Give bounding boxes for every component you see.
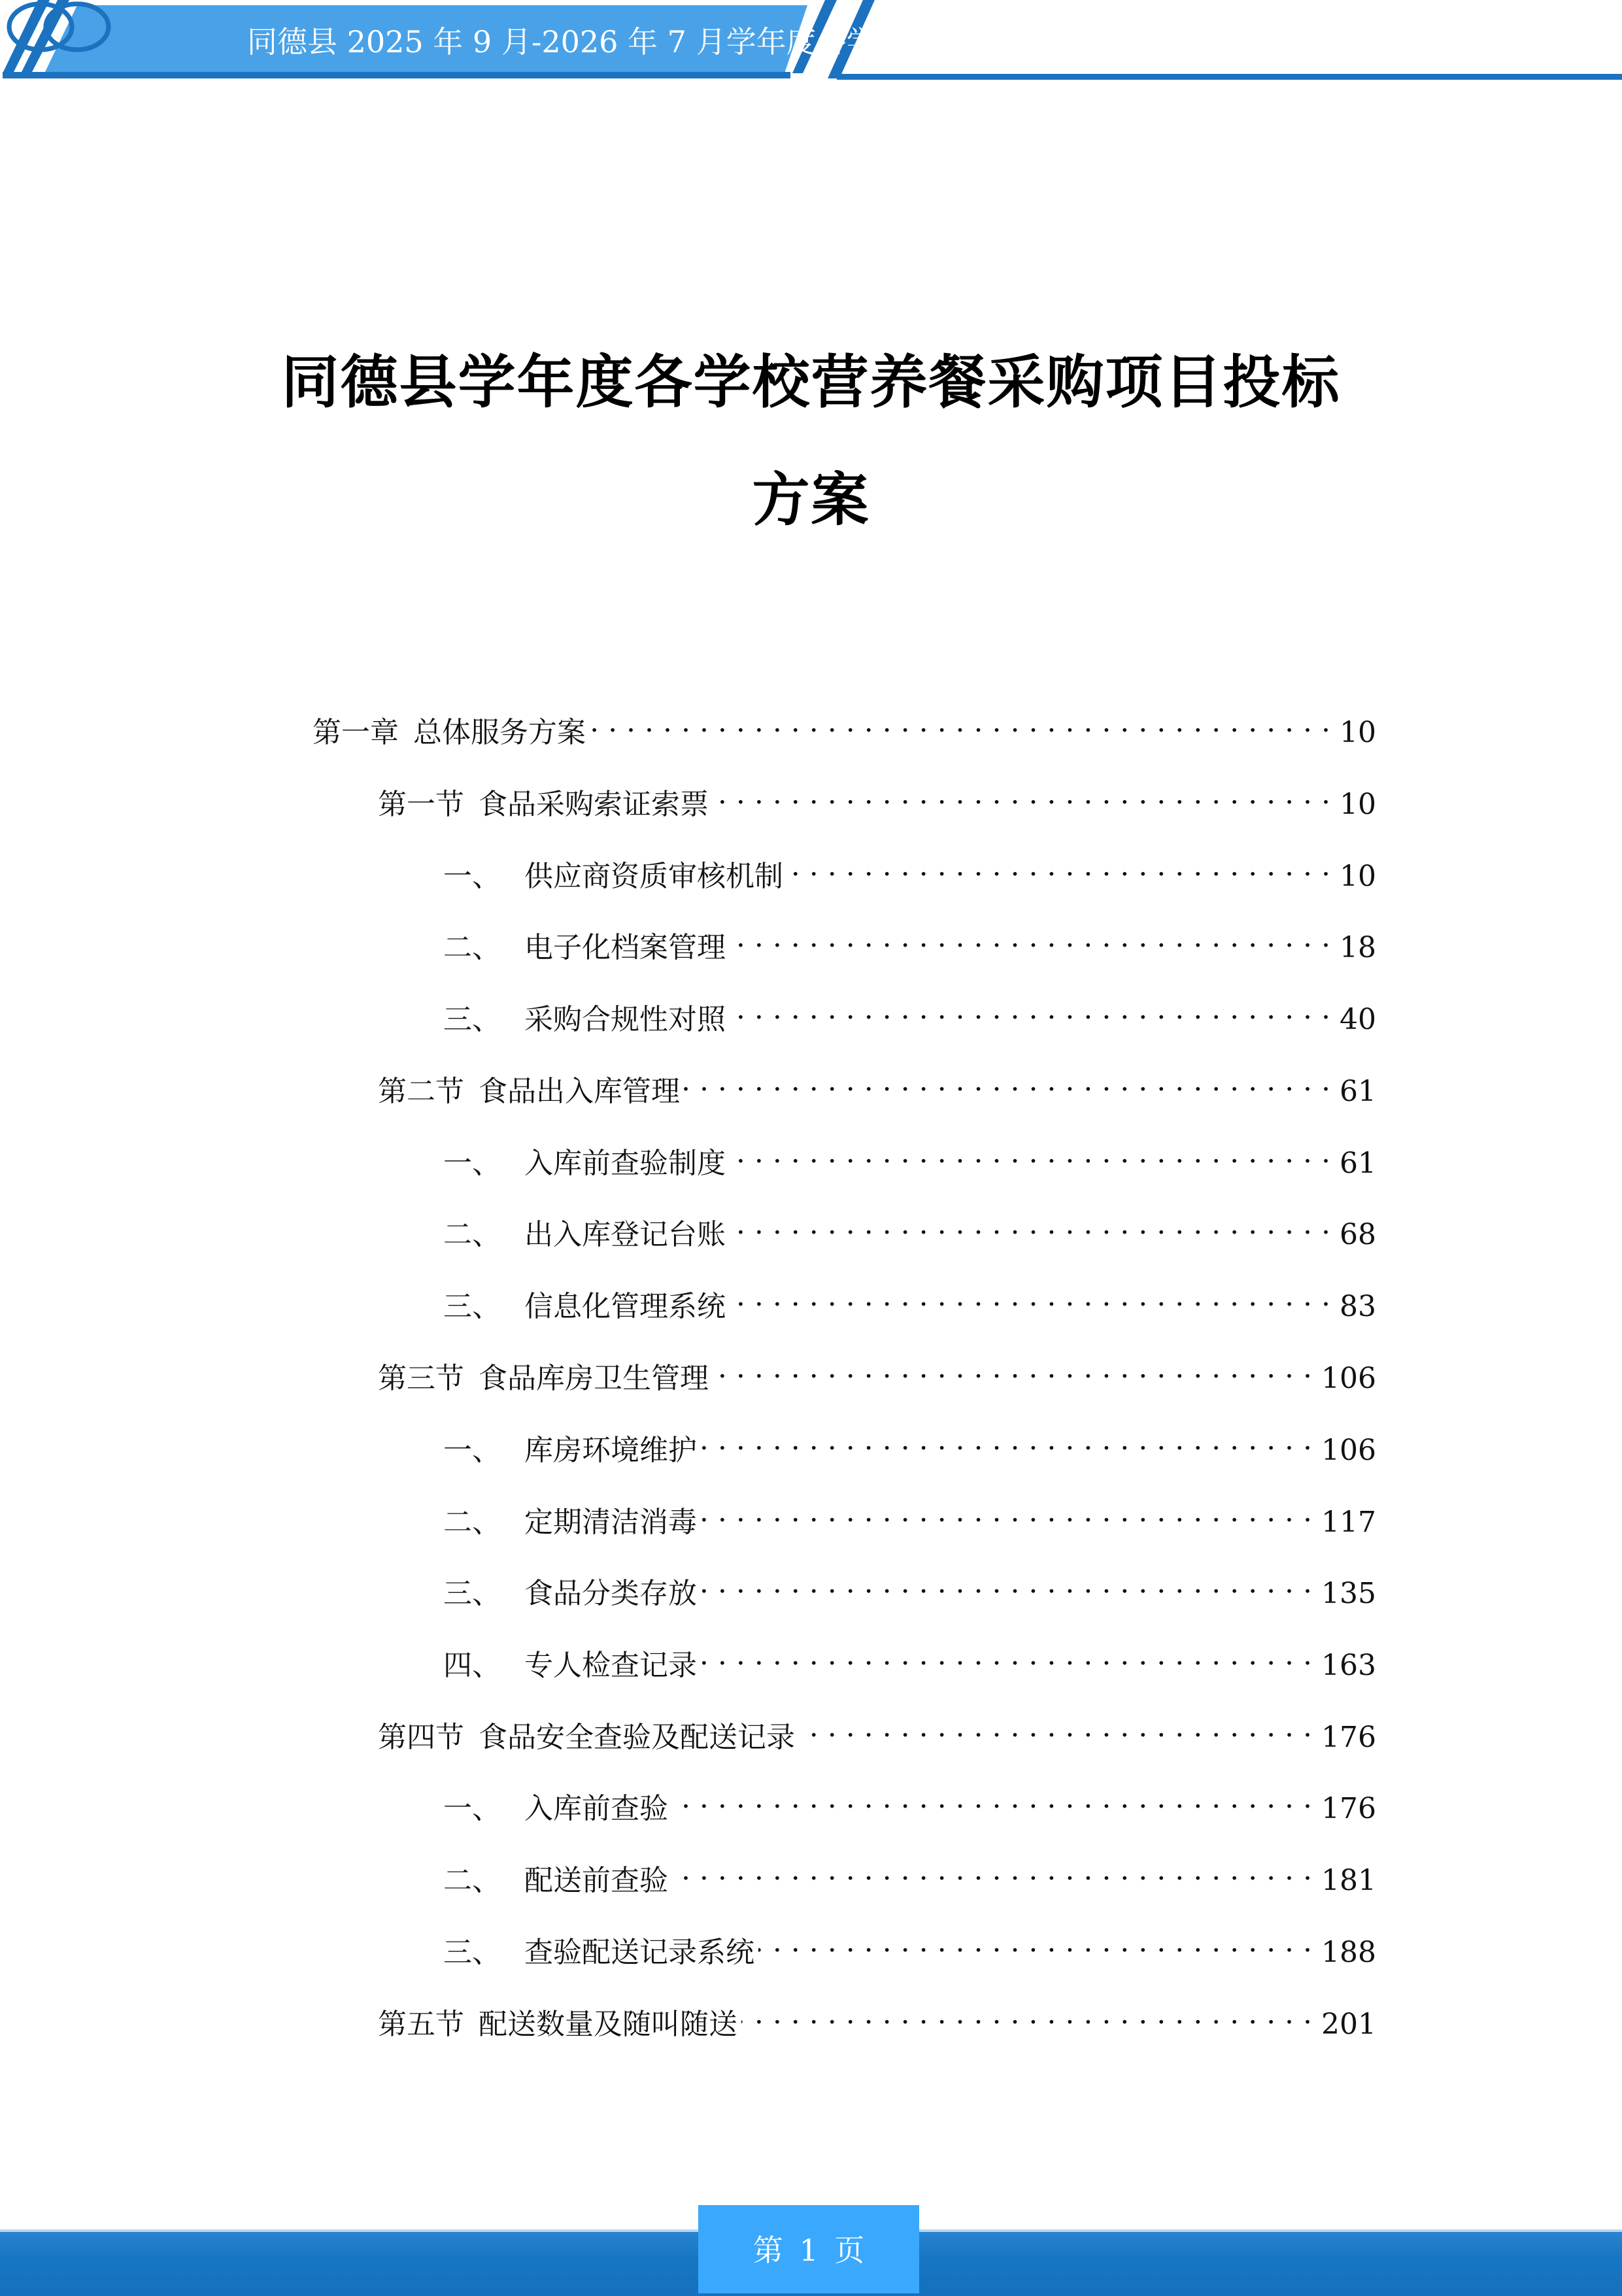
toc-label: 查验配送记录系统 [524,1936,754,1969]
running-title: 同德县 2025 年 9 月-2026 年 7 月学年度各学 [247,24,877,59]
toc-page-number: 135 [1321,1577,1376,1610]
document-title: 同德县学年度各学校营养餐采购项目投标 [281,348,1341,416]
toc-label: 食品安全查验及配送记录 [479,1721,795,1754]
toc-number: 二、 [443,931,501,964]
toc-label: 入库前查验 [524,1792,668,1825]
toc-number: 二、 [443,1864,501,1897]
interlocking-rings-icon [0,0,118,54]
dot-leader [730,1277,1330,1316]
toc-number: 第四节 [378,1721,464,1754]
toc-entry[interactable] [443,1636,1376,1682]
toc-entry[interactable] [443,1923,1376,1969]
toc-number: 第三节 [378,1362,464,1395]
toc-label: 食品出入库管理 [479,1075,680,1108]
toc-number: 第二节 [378,1075,464,1108]
toc-label: 配送前查验 [524,1864,668,1897]
dot-leader [672,1851,1312,1890]
dot-leader [672,1779,1312,1818]
toc-label: 配送数量及随叫随送 [479,2008,737,2041]
toc-page-number: 40 [1340,1003,1376,1036]
toc-page-number: 201 [1321,2008,1376,2041]
dot-leader [701,1636,1312,1675]
toc-page-number: 176 [1321,1792,1376,1825]
toc-page-number: 117 [1321,1506,1376,1539]
toc-entry[interactable] [443,1493,1376,1539]
toc-number: 一、 [443,860,501,893]
toc-number: 第五节 [378,2008,464,2041]
toc-number: 一、 [443,1792,501,1825]
toc-page-number: 10 [1340,716,1376,749]
dot-leader [730,918,1330,957]
dot-leader [684,1062,1330,1101]
toc-entry[interactable] [443,1134,1376,1180]
toc-page-number: 61 [1340,1147,1376,1180]
toc-entry[interactable] [443,1851,1376,1897]
toc-entry[interactable] [378,775,1376,821]
dot-leader [741,1995,1312,2034]
toc-label: 食品采购索证索票 [479,788,709,821]
toc-page-number: 61 [1340,1075,1376,1108]
dot-leader [730,990,1330,1029]
toc-label: 电子化档案管理 [524,931,726,964]
dot-leader [701,1564,1312,1603]
dot-leader [758,1923,1312,1962]
toc-label: 入库前查验制度 [524,1147,726,1180]
dot-leader [701,1493,1312,1532]
toc-entry[interactable] [378,1349,1376,1395]
toc-page-number: 83 [1340,1290,1376,1323]
dot-leader [787,847,1330,886]
dot-leader [730,1205,1330,1244]
dot-leader [730,1134,1330,1173]
toc-number: 一、 [443,1434,501,1467]
toc-number: 四、 [443,1649,501,1682]
toc-page-number: 181 [1321,1864,1376,1897]
toc-page-number: 68 [1340,1218,1376,1251]
toc-label: 采购合规性对照 [524,1003,726,1036]
toc-number: 一、 [443,1147,501,1180]
toc-entry[interactable] [443,1564,1376,1610]
toc-label: 供应商资质审核机制 [524,860,783,893]
toc-label: 食品分类存放 [524,1577,697,1610]
toc-number: 三、 [443,1290,501,1323]
dot-leader [713,1349,1312,1388]
toc-entry[interactable] [378,1708,1376,1754]
toc-label: 专人检查记录 [524,1649,697,1682]
toc-label: 食品库房卫生管理 [479,1362,709,1395]
toc-page-number: 18 [1340,931,1376,964]
toc-label: 信息化管理系统 [524,1290,726,1323]
toc-page-number: 106 [1321,1434,1376,1467]
toc-label: 定期清洁消毒 [524,1506,697,1539]
toc-entry[interactable] [443,990,1376,1036]
toc-label: 库房环境维护 [524,1434,697,1467]
toc-label: 总体服务方案 [413,716,586,749]
toc-entry[interactable] [443,847,1376,893]
toc-entry[interactable] [313,703,1376,749]
toc-entry[interactable] [378,1995,1376,2041]
toc-number: 三、 [443,1003,501,1036]
toc-entry[interactable] [443,1205,1376,1251]
toc-page-number: 188 [1321,1936,1376,1969]
toc-page-number: 106 [1321,1362,1376,1395]
dot-leader [590,703,1330,742]
toc-number: 二、 [443,1218,501,1251]
toc-entry[interactable] [443,1779,1376,1825]
toc-number: 三、 [443,1936,501,1969]
toc-label: 出入库登记台账 [524,1218,726,1251]
dot-leader [799,1708,1312,1747]
toc-number: 二、 [443,1506,501,1539]
toc-entry[interactable] [443,1421,1376,1467]
page-number: 第 1 页 [752,2233,865,2268]
toc-page-number: 176 [1321,1721,1376,1754]
document-title-line2: 方案 [752,466,870,533]
toc-entry[interactable] [378,1062,1376,1108]
toc-page-number: 10 [1340,860,1376,893]
toc-entry[interactable] [443,1277,1376,1323]
toc-number: 三、 [443,1577,501,1610]
page-header [0,0,1622,85]
toc-page-number: 10 [1340,788,1376,821]
toc-number: 第一节 [378,788,464,821]
dot-leader [713,775,1330,814]
toc-page-number: 163 [1321,1649,1376,1682]
toc-number: 第一章 [313,716,399,749]
dot-leader [701,1421,1312,1460]
toc-entry[interactable] [443,918,1376,964]
